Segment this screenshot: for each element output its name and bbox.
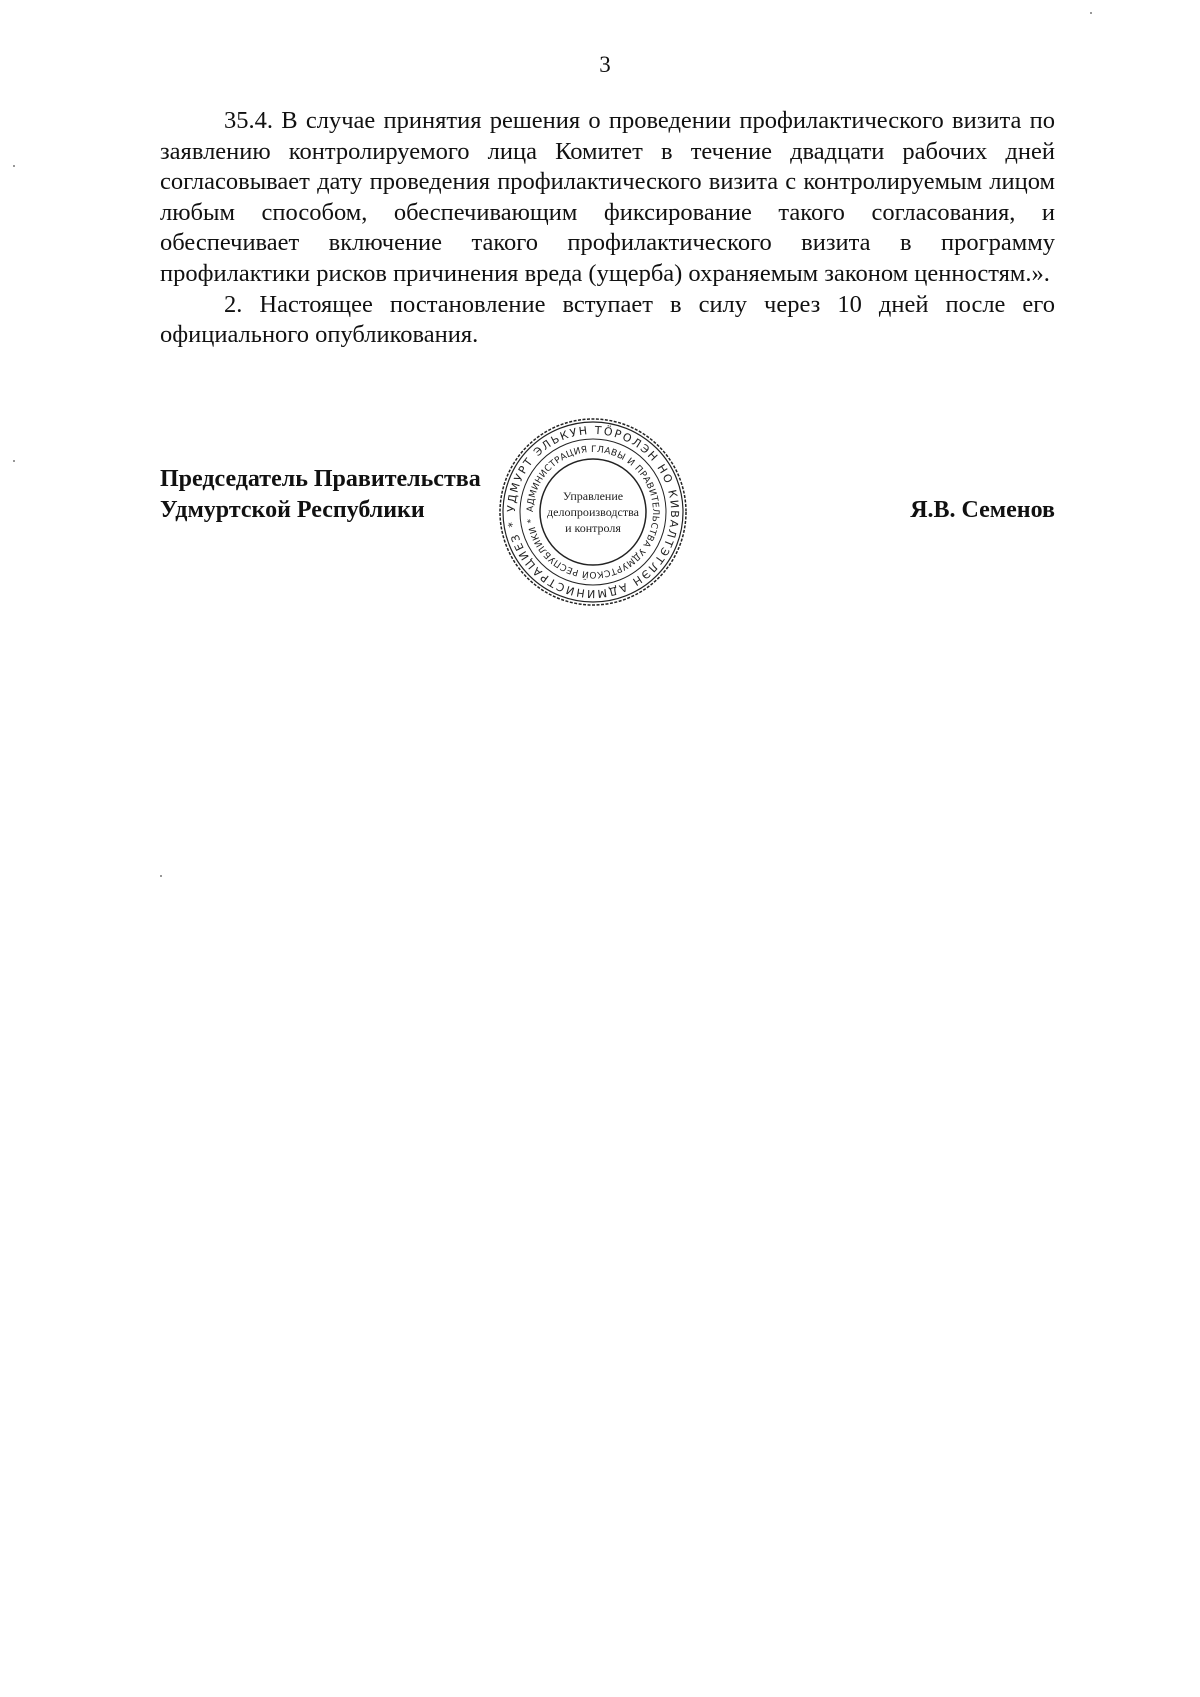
signatory-position-line1: Председатель Правительства [160,466,481,492]
scan-speck [1090,12,1092,14]
official-seal-stamp [497,416,689,608]
page-number: 3 [599,52,611,77]
signatory-position-line2: Удмуртской Республики [160,497,425,523]
paragraph-35-4: 35.4. В случае принятия решения о проведении профилактического визита по заявлению контролируемого лица Комитет в течение двадцати рабочих дней согласовывает дату проведения профилактического визита с контролируемым лицом любым способом, обеспечивающим фиксирование такого согласования, и обеспечивает включение такого профилактического визита в программу профилактики рисков причинения вреда (ущерба) охраняемым законом ценностям.». [160,107,1055,287]
scan-speck [160,875,162,877]
document-body [160,106,1055,351]
signatory-name: Я.В. Семенов [910,497,1055,523]
stamp-center-line3: и контроля [565,521,621,535]
scan-speck [13,460,15,462]
scan-speck [13,165,15,167]
paragraph-2: 2. Настоящее постановление вступает в силу через 10 дней после его официального опубликования. [160,290,1055,349]
stamp-center-line1: Управление [562,489,624,503]
stamp-center-line2: делопроизводства [547,505,640,519]
stamp-outer-text: УДМУРТ ЭЛЬКУН ТӦРОЛЭН НО КИВАЛТЭТЛЭН АДМИНИСТРАЦИЕЗ * [504,423,682,601]
stamp-inner-text: АДМИНИСТРАЦИЯ ГЛАВЫ И ПРАВИТЕЛЬСТВА УДМУРТСКОЙ РЕСПУБЛИКИ * [525,444,661,580]
